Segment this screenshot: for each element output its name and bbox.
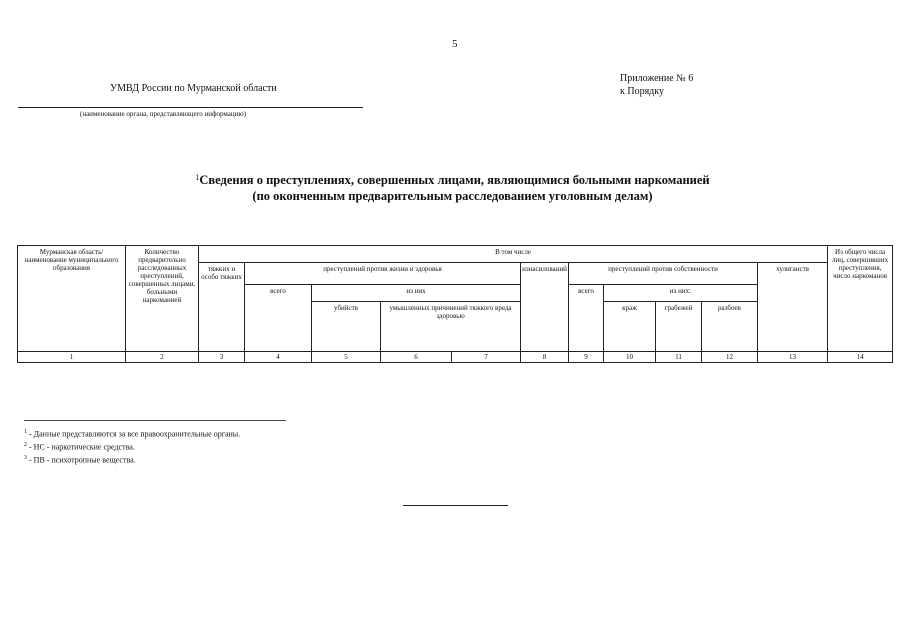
- footnotes: [24, 427, 240, 466]
- header-property: преступлений против собственности: [569, 263, 758, 285]
- organization-name: УМВД России по Мурманской области: [110, 83, 277, 94]
- header-life-health: преступлений против жизни и здоровья: [245, 263, 521, 285]
- title-line-1: Сведения о преступлениях, совершенных лицами, являющимися больными наркоманией: [199, 173, 710, 187]
- header-including: В том числе: [199, 246, 828, 263]
- report-title: [0, 172, 905, 204]
- column-number: 10: [604, 352, 656, 363]
- header-crime-count: Количество предварительно расследованных преступлений, совершенных лицами, больными наркоманией: [126, 246, 199, 352]
- appendix-line-2: к Порядку: [620, 86, 664, 97]
- header-life-total: всего: [245, 285, 312, 352]
- header-property-total: всего: [569, 285, 604, 352]
- footnote-separator: [24, 420, 286, 421]
- column-number: 7: [452, 352, 521, 363]
- column-number: 5: [312, 352, 381, 363]
- header-assaults: разбоев: [702, 302, 758, 352]
- header-grievous-harm: умышленных причинений тяжкого вреда здоровью: [381, 302, 521, 352]
- header-robberies: грабежей: [656, 302, 702, 352]
- column-number: 12: [702, 352, 758, 363]
- footnote-item: $^1$ - Данные представляются за все правоохранительные органы.: [24, 429, 241, 439]
- column-number: 14: [828, 352, 893, 363]
- header-grave-crimes: тяжких и особо тяжких: [199, 263, 245, 352]
- column-number: 3: [199, 352, 245, 363]
- column-number: 4: [245, 352, 312, 363]
- title-line-2: (по оконченным предварительным расследованием уголовным делам): [252, 189, 653, 203]
- organization-caption: (наименование органа, представляющего информацию): [80, 110, 246, 118]
- report-table: [17, 245, 893, 363]
- title-footnote-mark: 1: [195, 173, 200, 182]
- header-rapes: изнасилований: [521, 263, 569, 352]
- header-murders: убийств: [312, 302, 381, 352]
- column-number: 9: [569, 352, 604, 363]
- header-thefts: краж: [604, 302, 656, 352]
- column-number: 1: [18, 352, 126, 363]
- closing-line: [403, 505, 508, 506]
- footnote-item: $^3$ - ПВ - психотропные вещества.: [24, 455, 136, 465]
- appendix-label: [620, 72, 693, 98]
- header-life-of-them: из них: [312, 285, 521, 302]
- header-hooliganism: хулиганств: [758, 263, 828, 352]
- column-number: 8: [521, 352, 569, 363]
- column-number: 2: [126, 352, 199, 363]
- header-region: Мурманская область/ наименование муниципального образования: [18, 246, 126, 352]
- column-number: 11: [656, 352, 702, 363]
- page-number: 5: [452, 38, 458, 50]
- header-addicts-count: Из общего числа лиц, совершивших преступления, число наркоманов: [828, 246, 893, 352]
- column-number: 6: [381, 352, 452, 363]
- column-number: 13: [758, 352, 828, 363]
- appendix-line-1: Приложение № 6: [620, 73, 694, 84]
- organization-underline: [18, 107, 363, 108]
- footnote-item: $^2$ - НС - наркотические средства.: [24, 442, 135, 452]
- header-property-of-them: из них:: [604, 285, 758, 302]
